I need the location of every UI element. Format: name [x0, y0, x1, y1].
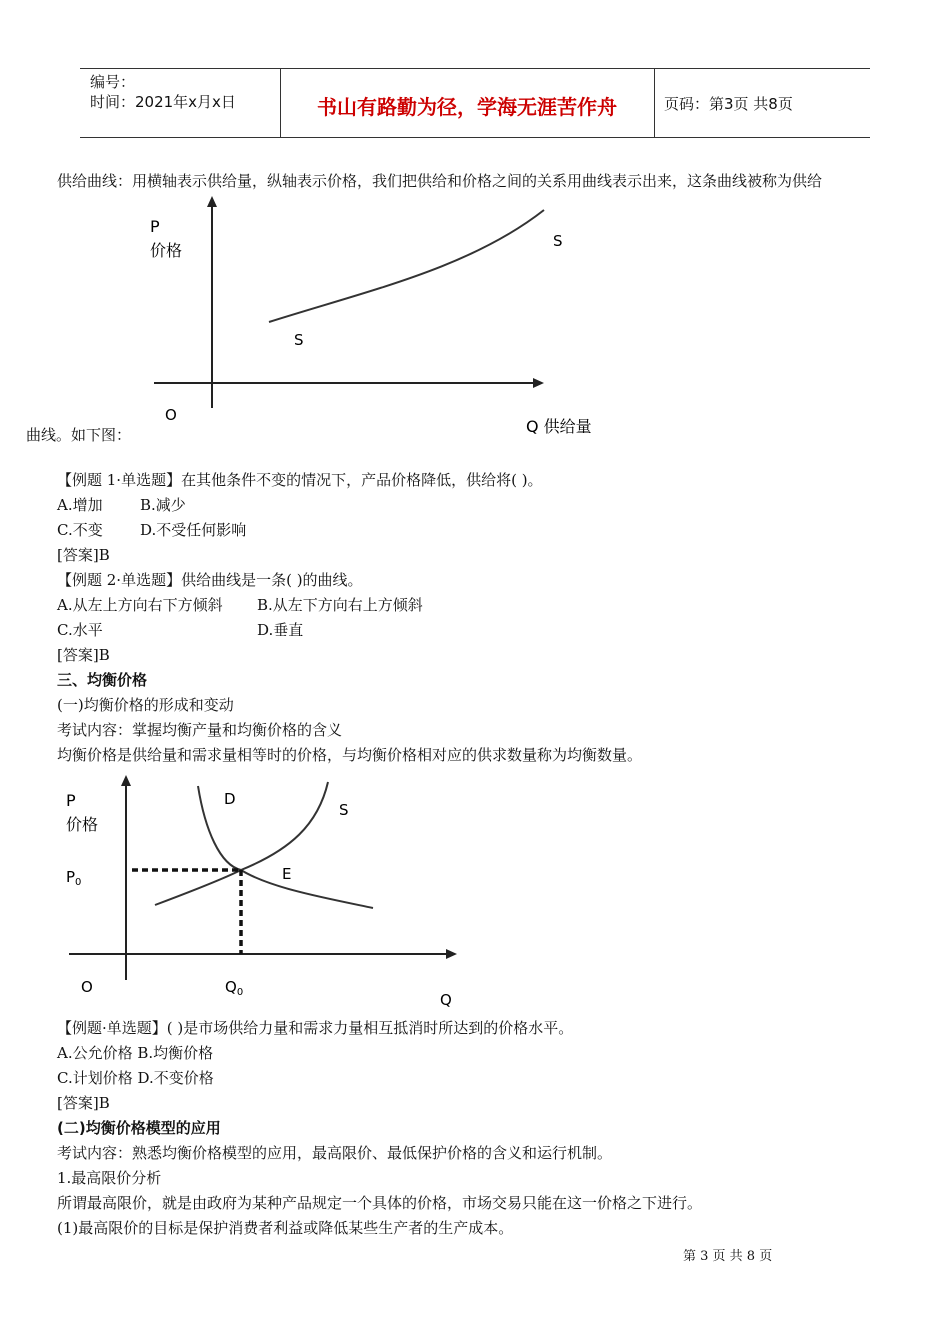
exam-content-2: 考试内容：熟悉均衡价格模型的应用，最高限价、最低保护价格的含义和运行机制。 [57, 1144, 613, 1162]
section-title: 三、均衡价格 [57, 671, 148, 689]
q2-option-b: B.从左下方向右上方倾斜 [257, 596, 423, 614]
p-axis-label: P [66, 791, 76, 810]
q1-option-c: C.不变 [57, 521, 103, 539]
supply-curve [269, 210, 544, 322]
q3-options-ab: A.公允价格 B.均衡价格 [57, 1044, 214, 1062]
q3-options-cd: C.计划价格 D.不变价格 [57, 1069, 214, 1087]
equilibrium-figure [55, 770, 475, 1015]
q2-option-a: A.从左上方向右下方倾斜 [57, 596, 223, 614]
demand-label: D [224, 790, 236, 808]
y-axis-arrow [121, 775, 131, 786]
q1-answer: [答案]B [57, 546, 110, 564]
subsection-title: (一)均衡价格的形成和变动 [57, 696, 234, 714]
supply-curve-figure [140, 190, 620, 445]
supply-label: S [339, 801, 349, 819]
q2-stem: 【例题 2·单选题】供给曲线是一条( )的曲线。 [57, 571, 363, 589]
supply-curve [155, 782, 328, 905]
subsection-title-2: (二)均衡价格模型的应用 [57, 1119, 221, 1137]
p-axis-label: P [150, 217, 160, 236]
q1-stem: 【例题 1·单选题】在其他条件不变的情况下，产品价格降低，供给将( )。 [57, 471, 543, 489]
intro-text-line2: 曲线。如下图： [26, 426, 132, 444]
supply-curve-label-bottom: S [294, 331, 304, 349]
date-label: 时间：2021年x月x日 [90, 93, 236, 111]
page-header [80, 68, 870, 138]
origin-label: O [81, 978, 93, 996]
quantity-axis-label: Q [440, 991, 452, 1009]
intro-text-line1: 供给曲线：用横轴表示供给量，纵轴表示价格，我们把供给和价格之间的关系用曲线表示出来，这条曲线被称为供给 [57, 172, 823, 190]
header-meta [90, 72, 236, 112]
origin-label: O [165, 406, 177, 424]
header-divider [654, 69, 655, 137]
q3-answer: [答案]B [57, 1094, 110, 1112]
q2-answer: [答案]B [57, 646, 110, 664]
page-footer: 第 3 页 共 8 页 [683, 1249, 773, 1264]
header-motto: 书山有路勤为径，学海无涯苦作舟 [317, 95, 617, 119]
q3-stem: 【例题·单选题】( )是市场供给力量和需求力量相互抵消时所达到的价格水平。 [57, 1019, 574, 1037]
q2-option-d: D.垂直 [257, 621, 304, 639]
equilibrium-definition: 均衡价格是供给量和需求量相等时的价格，与均衡价格相对应的供求数量称为均衡数量。 [57, 746, 643, 764]
q1-option-a: A.增加 [57, 496, 103, 514]
x-axis-arrow [446, 949, 457, 959]
x-axis-arrow [533, 378, 544, 388]
item-point-1: (1)最高限价的目标是保护消费者利益或降低某些生产者的生产成本。 [57, 1219, 514, 1237]
supply-curve-label-top: S [553, 232, 563, 250]
number-label: 编号： [90, 73, 136, 91]
quantity-axis-label: Q 供给量 [526, 417, 592, 436]
exam-content: 考试内容：掌握均衡产量和均衡价格的含义 [57, 721, 343, 739]
q1-option-d: D.不受任何影响 [140, 521, 247, 539]
header-page-code: 页码：第3页 共8页 [664, 95, 793, 113]
price-axis-label: 价格 [66, 815, 99, 834]
q2-option-c: C.水平 [57, 621, 103, 639]
item-title: 1.最高限价分析 [57, 1169, 162, 1187]
equilibrium-label: E [282, 865, 292, 883]
q0-label: $Q_0$ [225, 978, 244, 998]
q1-option-b: B.减少 [140, 496, 186, 514]
item-definition: 所谓最高限价，就是由政府为某种产品规定一个具体的价格，市场交易只能在这一价格之下进行。 [57, 1194, 703, 1212]
p0-label: $P_0$ [66, 868, 82, 888]
y-axis-arrow [207, 196, 217, 207]
price-axis-label: 价格 [150, 241, 183, 260]
